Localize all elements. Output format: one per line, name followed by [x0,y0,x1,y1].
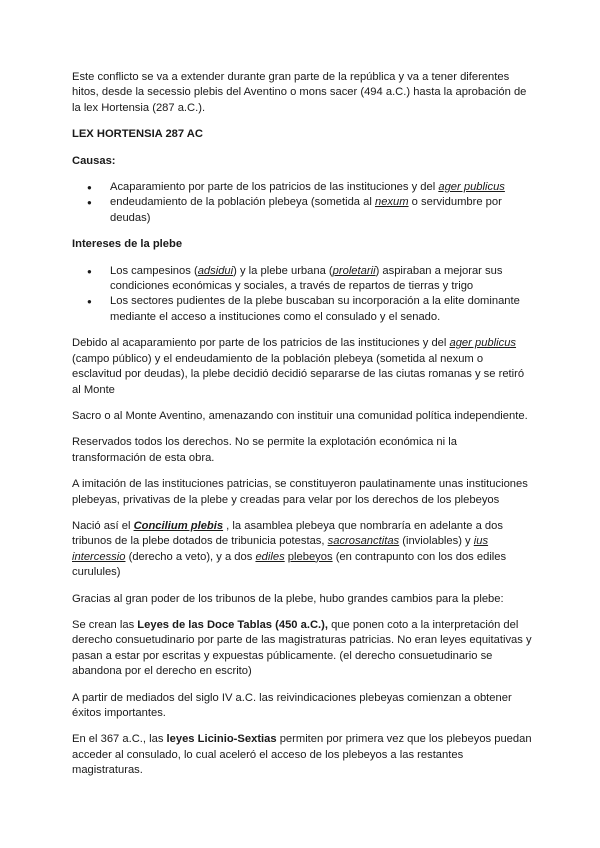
list-item: ● Los sectores pudientes de la plebe buscaban su incorporación a la elite dominante mediante el acceso a instituciones como el consulado y el senado. [108,294,532,325]
causas-list [72,180,532,226]
paragraph-secessio: Debido al acaparamiento por parte de los patricios de las instituciones y del ager publicus (campo público) y el endeudamiento de la población plebeya (sometida al nexum o esclavitud por deudas), la plebe decidió decidió separarse de las ciutas romanas y se retiró al Monte [72,337,525,396]
term-ediles: ediles [255,550,285,563]
term-sacrosanctitas: sacrosanctitas [327,535,400,548]
list-item: ● Acaparamiento por parte de los patricios de las instituciones y del ager publicus [108,180,532,195]
paragraph-monte: Sacro o al Monte Aventino, amenazando con instituir una comunidad política independiente. [72,409,528,422]
causas-heading: Causas: [72,154,116,167]
paragraph-licinio-sextias: En el 367 a.C., las leyes Licinio-Sextias permiten por primera vez que los plebeyos puedan acceder al consulado, lo cual aceleró el acceso de los plebeyos a las restantes magistraturas. [72,733,532,777]
term-adsidui: adsidui [197,264,234,277]
paragraph-cambios: Gracias al gran poder de los tribunos de la plebe, hubo grandes cambios para la plebe: [72,592,504,605]
rights-notice: Reservados todos los derechos. No se permite la explotación económica ni la transformación de esta obra. [72,436,457,464]
term-ius-intercessio: ius intercessio [72,535,489,563]
document-page [72,70,532,790]
term-nexum: nexum [374,196,409,209]
term-proletarii: proletarii [332,264,376,277]
intro-paragraph: Este conflicto se va a extender durante gran parte de la república y va a tener diferentes hitos, desde la secessio plebis del Aventino o mons sacer (494 a.C.) hasta la aprobación de la lex Hortensia (287 a.C.). [72,71,527,114]
list-item: ● endeudamiento de la población plebeya (sometida al nexum o servidumbre por deudas) [108,195,532,226]
paragraph-doce-tablas: Se crean las Leyes de las Doce Tablas (450 a.C.), que ponen coto a la interpretación del derecho consuetudinario por parte de las magistraturas patricias. No eran leyes equitativas y pasan a estar por escritas y expuestas públicamente. (el derecho consuetudinario se abandona por el derecho en escrito) [72,618,532,678]
paragraph-instituciones: A imitación de las instituciones patricias, se constituyeron paulatinamente unas instituciones plebeyas, privativas de la plebe y creadas para velar por los derechos de los plebeyos [72,478,528,506]
paragraph-siglo-iv: A partir de mediados del siglo IV a.C. las reivindicaciones plebeyas comienzan a obtener éxitos importantes. [72,691,512,719]
term-ager-publicus: ager publicus [449,337,517,350]
list-item: ● Los campesinos (adsidui) y la plebe urbana (proletarii) aspiraban a mejorar sus condiciones económicas y sociales, a través de repartos de tierras y trigo [108,264,532,295]
term-doce-tablas: Leyes de las Doce Tablas (450 a.C.), [137,618,328,631]
paragraph-concilium: Nació así el Concilium plebis , la asamblea plebeya que nombraría en adelante a dos tribunos de la plebe dotados de tribunicia potestas, sacrosanctitas (inviolables) y ius intercessio (derecho a veto), y a dos ediles plebeyos (en contrapunto con los dos ediles curulules) [72,519,507,579]
term-concilium-plebis: Concilium plebis [133,519,224,532]
term-ager-publicus: ager publicus [438,181,505,194]
term-plebeyos: plebeyos [287,550,333,563]
intereses-list [72,264,532,326]
term-leyes-licinio-sextias: leyes Licinio-Sextias [166,733,277,746]
intereses-heading: Intereses de la plebe [72,238,183,251]
section-title: LEX HORTENSIA 287 AC [72,128,203,141]
